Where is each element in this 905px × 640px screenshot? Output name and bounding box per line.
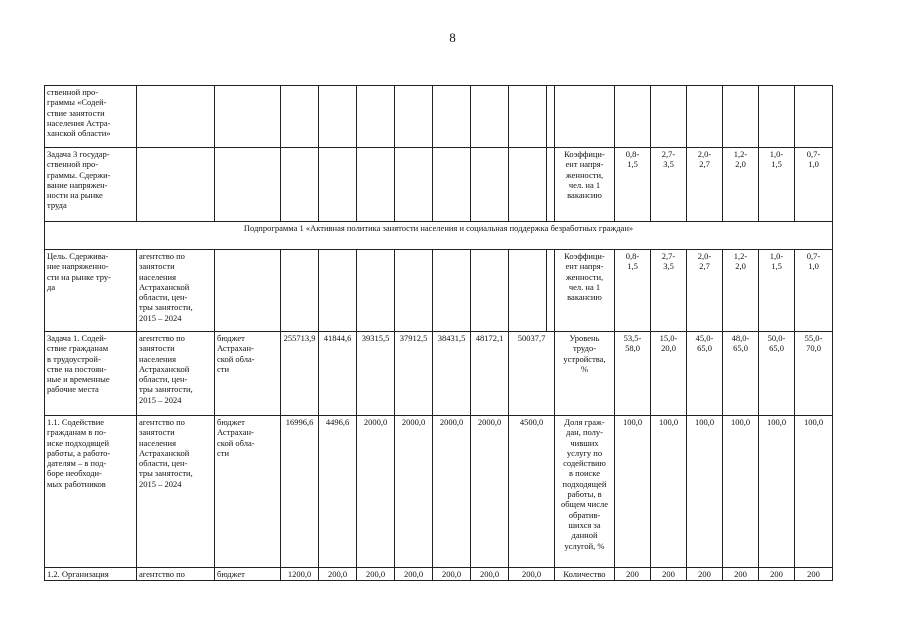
- target-cell: [687, 86, 723, 148]
- finance-cell: 41844,6: [319, 332, 357, 416]
- program-table: [44, 85, 833, 581]
- finance-cell: [395, 86, 433, 148]
- target-cell: 53,5- 58,0: [615, 332, 651, 416]
- row-source: бюджет Астрахан- ской обла- сти: [215, 332, 281, 416]
- target-cell: 1,0- 1,5: [759, 148, 795, 222]
- target-cell: 0,8- 1,5: [615, 250, 651, 332]
- target-cell: 45,0- 65,0: [687, 332, 723, 416]
- finance-cell: [395, 148, 433, 222]
- finance-cell: [395, 250, 433, 332]
- target-cell: 50,0- 65,0: [759, 332, 795, 416]
- finance-cell: 48172,1: [471, 332, 509, 416]
- target-cell: 200: [615, 568, 651, 581]
- row-name: 1.2. Организация: [45, 568, 137, 581]
- finance-cell: [319, 86, 357, 148]
- indicator-cell: [555, 86, 615, 148]
- finance-cell: [357, 250, 395, 332]
- finance-cell: [319, 250, 357, 332]
- finance-cell: 255713,9: [281, 332, 319, 416]
- target-cell: 2,0- 2,7: [687, 148, 723, 222]
- table-row: [45, 416, 833, 568]
- finance-cell: [509, 148, 547, 222]
- subprogram-row: [45, 222, 833, 250]
- finance-cell: [281, 148, 319, 222]
- page-number: 8: [449, 30, 456, 45]
- finance-cell: 200,0: [471, 568, 509, 581]
- target-cell: 100,0: [759, 416, 795, 568]
- finance-cell: [319, 148, 357, 222]
- finance-cell: [547, 250, 555, 332]
- finance-cell: 2000,0: [357, 416, 395, 568]
- indicator-cell: Коэффици- ент напря- женности, чел. на 1 вакансию: [555, 148, 615, 222]
- row-name: 1.1. Содействие гражданам в по- иске подходящей работы, а работо- дателям – в под- боре необходи- мых работников: [45, 416, 137, 568]
- finance-cell: 37912,5: [395, 332, 433, 416]
- finance-cell: [357, 148, 395, 222]
- target-cell: 200: [651, 568, 687, 581]
- table-row: [45, 250, 833, 332]
- finance-cell: 200,0: [319, 568, 357, 581]
- row-executor: [137, 86, 215, 148]
- target-cell: 2,7- 3,5: [651, 148, 687, 222]
- table-row: [45, 332, 833, 416]
- indicator-cell: Доля граж- дан, полу- чивших услугу по содействию в поиске подходящей работы, в общем числе обратив- шихся за данной услугой, %: [555, 416, 615, 568]
- target-cell: 200: [723, 568, 759, 581]
- row-name: Задача 3 государ- ственной про- граммы. Сдержи- вание напряжен- ности на рынке труда: [45, 148, 137, 222]
- target-cell: 2,0- 2,7: [687, 250, 723, 332]
- table-row: [45, 568, 833, 581]
- target-cell: [651, 86, 687, 148]
- indicator-cell: Уровень трудо- устройства, %: [555, 332, 615, 416]
- row-name: ственной про- граммы «Содей- ствие занятости населения Астра- ханской области»: [45, 86, 137, 148]
- finance-cell: [433, 86, 471, 148]
- finance-cell: 2000,0: [395, 416, 433, 568]
- table-row: [45, 86, 833, 148]
- row-executor: агентство по занятости населения Астраханской области, цен- тры занятости, 2015 – 2024: [137, 416, 215, 568]
- target-cell: 1,2- 2,0: [723, 250, 759, 332]
- finance-cell: [433, 148, 471, 222]
- row-executor: агентство по занятости населения Астраханской области, цен- тры занятости, 2015 – 2024: [137, 250, 215, 332]
- row-executor: [137, 148, 215, 222]
- finance-cell: [433, 250, 471, 332]
- finance-cell: 200,0: [357, 568, 395, 581]
- target-cell: 100,0: [651, 416, 687, 568]
- target-cell: 2,7- 3,5: [651, 250, 687, 332]
- target-cell: [759, 86, 795, 148]
- target-cell: 100,0: [795, 416, 833, 568]
- subprogram-title: Подпрограмма 1 «Активная политика занятости населения и социальная поддержка безработных граждан»: [45, 222, 833, 250]
- target-cell: 200: [759, 568, 795, 581]
- finance-cell: [547, 86, 555, 148]
- target-cell: 48,0- 65,0: [723, 332, 759, 416]
- finance-cell: 39315,5: [357, 332, 395, 416]
- finance-cell: [471, 148, 509, 222]
- row-executor: агентство по: [137, 568, 215, 581]
- target-cell: 0,8- 1,5: [615, 148, 651, 222]
- finance-cell: 200,0: [433, 568, 471, 581]
- finance-cell: 16996,6: [281, 416, 319, 568]
- finance-cell: 2000,0: [471, 416, 509, 568]
- row-source: [215, 148, 281, 222]
- target-cell: 200: [687, 568, 723, 581]
- target-cell: 55,0- 70,0: [795, 332, 833, 416]
- finance-cell: 2000,0: [433, 416, 471, 568]
- finance-cell: 200,0: [509, 568, 555, 581]
- finance-cell: 200,0: [395, 568, 433, 581]
- finance-cell: 1200,0: [281, 568, 319, 581]
- finance-cell: [281, 250, 319, 332]
- table-row: [45, 148, 833, 222]
- indicator-cell: Количество: [555, 568, 615, 581]
- target-cell: 0,7- 1,0: [795, 250, 833, 332]
- target-cell: 100,0: [687, 416, 723, 568]
- finance-cell: [357, 86, 395, 148]
- finance-cell: [471, 86, 509, 148]
- finance-cell: [471, 250, 509, 332]
- row-source: бюджет Астрахан- ской обла- сти: [215, 416, 281, 568]
- indicator-cell: Коэффици- ент напря- женности, чел. на 1 вакансию: [555, 250, 615, 332]
- finance-cell: [509, 86, 547, 148]
- row-source: [215, 250, 281, 332]
- target-cell: [795, 86, 833, 148]
- finance-cell: 50037,7: [509, 332, 555, 416]
- target-cell: 15,0- 20,0: [651, 332, 687, 416]
- finance-cell: [547, 148, 555, 222]
- row-source: [215, 86, 281, 148]
- row-executor: агентство по занятости населения Астраханской области, цен- тры занятости, 2015 – 2024: [137, 332, 215, 416]
- finance-cell: [509, 250, 547, 332]
- finance-cell: 4496,6: [319, 416, 357, 568]
- target-cell: 0,7- 1,0: [795, 148, 833, 222]
- target-cell: 100,0: [615, 416, 651, 568]
- finance-cell: [281, 86, 319, 148]
- row-source: бюджет: [215, 568, 281, 581]
- finance-cell: 4500,0: [509, 416, 555, 568]
- row-name: Цель. Сдержива- ние напряженно- сти на рынке тру- да: [45, 250, 137, 332]
- target-cell: [723, 86, 759, 148]
- target-cell: 1,0- 1,5: [759, 250, 795, 332]
- target-cell: 1,2- 2,0: [723, 148, 759, 222]
- target-cell: [615, 86, 651, 148]
- row-name: Задача 1. Содей- ствие гражданам в трудоустрой- стве на постоян- ные и временные рабочие места: [45, 332, 137, 416]
- target-cell: 200: [795, 568, 833, 581]
- finance-cell: 38431,5: [433, 332, 471, 416]
- target-cell: 100,0: [723, 416, 759, 568]
